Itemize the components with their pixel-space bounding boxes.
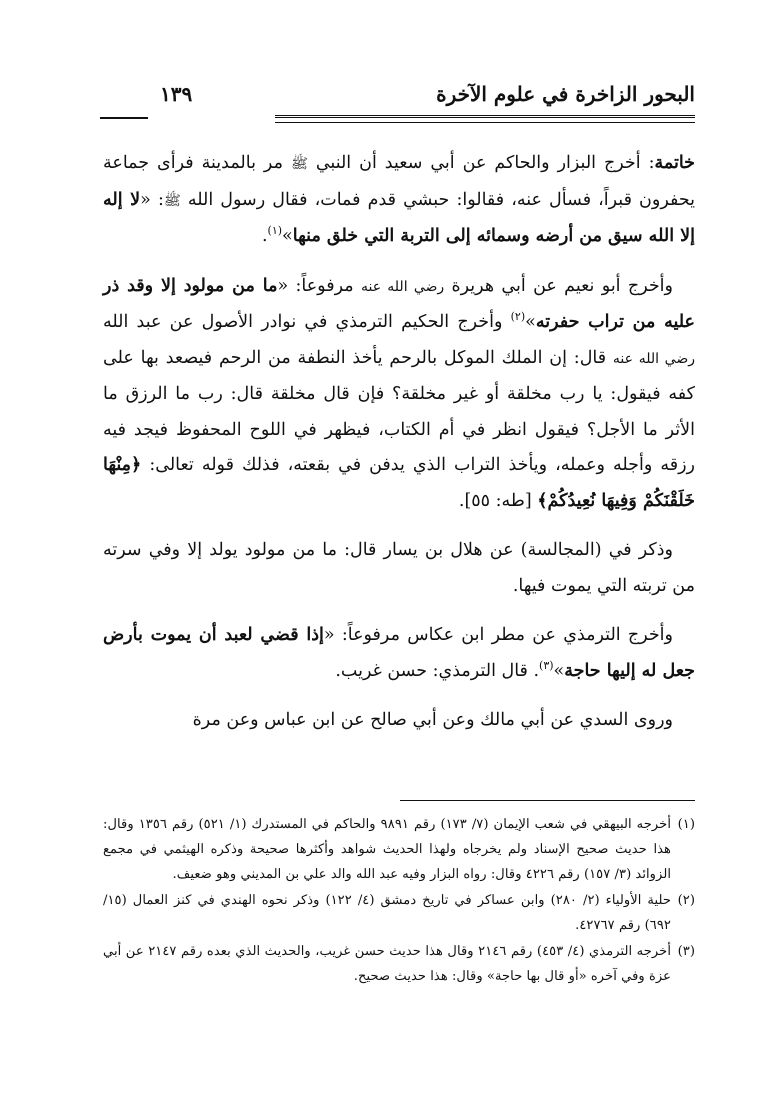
paragraph-abu-nuaym (103, 269, 695, 520)
hadith-quote: ما من مولود إلا وقد ذر عليه من تراب حفرته (103, 275, 695, 332)
footnote-ref[interactable]: (١) (267, 224, 283, 238)
text-run: . (261, 226, 268, 246)
honorific-glyph: ﷺ (290, 156, 308, 172)
text-run: : أخرج البزار والحاكم عن أبي سعيد أن النبي (307, 153, 655, 173)
footnote-number: (٣) (677, 944, 695, 959)
quran-verse: ﴿مِنْهَا خَلَقْنَكُمْ وَفِيهَا نُعِيدُكُمْ﴾ (103, 455, 695, 511)
paragraph-khatima (103, 146, 695, 255)
text-run: قال: إن الملك الموكل بالرحم يأخذ النطفة من الرحم فيصعد بها على كفه فيقول: يا رب مخلقة أو غير مخلقة؟ فإن قال مخلقة قال: رب ما الرزق ما الأثر ما الأجل؟ فيقول انظر في أم الكتاب، فيظهر في اللوح المحفوظ فيجد فيه رزقه وأجله وعمله، ويأخذ التراب الذي يدفن في بقعته، فذلك قوله تعالى: (103, 347, 695, 475)
paragraph-majalisa (103, 533, 695, 604)
paragraph-tirmidhi (103, 618, 695, 689)
running-title: البحور الزاخرة في علوم الآخرة (436, 82, 695, 106)
hadith-quote: إذا قضي لعبد أن يموت بأرض جعل له إليها حاجة (103, 625, 695, 681)
honorific-glyph: رضي الله عنه (360, 278, 445, 295)
footnote-ref[interactable]: (٢) (510, 310, 526, 324)
text-run: » (553, 660, 565, 681)
footnotes (103, 812, 695, 990)
header-rule-short (100, 117, 148, 119)
page-number: ١٣٩ (160, 82, 193, 106)
paragraph-suddi (103, 703, 695, 739)
footnote-number: (٢) (677, 893, 695, 908)
text-run: مرفوعاً: « (277, 275, 361, 296)
footnote-3 (103, 939, 695, 989)
footnote-text: حلية الأولياء (٢/ ٢٨٠) وابن عساكر في تاريخ دمشق (٤/ ١٢٢) وذكر نحوه الهندي في كنز العمال (١٥/ ٦٩٢) رقم ٤٢٧٦٧. (103, 893, 671, 933)
header-rule (275, 115, 695, 123)
footnote-separator (400, 800, 695, 801)
text-run: : « (140, 189, 164, 210)
footnote-number: (١) (677, 817, 695, 832)
text-run: » (282, 226, 293, 246)
footnote-text: أخرجه الترمذي (٤/ ٤٥٣) رقم ٢١٤٦ وقال هذا حديث حسن غريب، والحديث الذي بعده رقم ٢١٤٧ عن أبي عزة وفي آخره «أو قال بها حاجة» وقال: هذا حديث صحيح. (103, 944, 671, 984)
footnote-1 (103, 812, 695, 887)
text-run: [طه: ٥٥]. (458, 490, 538, 511)
footnote-text: أخرجه البيهقي في شعب الإيمان (٧/ ١٧٣) رقم ٩٨٩١ والحاكم في المستدرك (١/ ٥٢١) رقم ١٣٥٦ وقال: هذا حديث صحيح الإسناد ولم يخرجاه ولهذا الحديث شواهد وأكثرها صحيحة وذكره الهيثمي في مجمع الزوائد (٣/ ١٥٧) رقم ٤٢٢٦ وقال: رواه البزار وفيه عبد الله والد علي بن المديني وهو ضعيف. (103, 817, 671, 882)
honorific-glyph: ﷺ (163, 192, 181, 209)
text-run: . قال الترمذي: حسن غريب. (335, 660, 540, 681)
hadith-quote: لا إله إلا الله سيق من أرضه وسمائه إلى التربة التي خلق منها (103, 189, 695, 246)
main-text (103, 146, 695, 753)
text-run: وأخرج أبو نعيم عن أبي هريرة (444, 275, 673, 296)
page-header (100, 82, 695, 122)
text-run: مر بالمدينة فرأى جماعة يحفرون قبراً، فسأل عنه، فقالوا: حبشي قدم فمات، فقال رسول الله (103, 153, 696, 210)
section-label: خاتمة (654, 153, 696, 173)
footnote-2 (103, 888, 695, 938)
honorific-glyph: رضي الله عنه (612, 350, 695, 367)
text-run: وأخرج الترمذي عن مطر ابن عكاس مرفوعاً: « (323, 625, 673, 645)
text-run: » (525, 312, 536, 332)
text-run: وروى السدي عن أبي مالك وعن أبي صالح عن ابن عباس وعن مرة (192, 710, 673, 730)
footnote-ref[interactable]: (٣) (539, 658, 554, 672)
text-run: وأخرج الحكيم الترمذي في نوادر الأصول عن عبد الله (103, 312, 511, 332)
text-run: وذكر في (المجالسة) عن هلال بن يسار قال: ما من مولود يولد إلا وفي سرته من تربته التي يموت فيها. (103, 540, 695, 596)
